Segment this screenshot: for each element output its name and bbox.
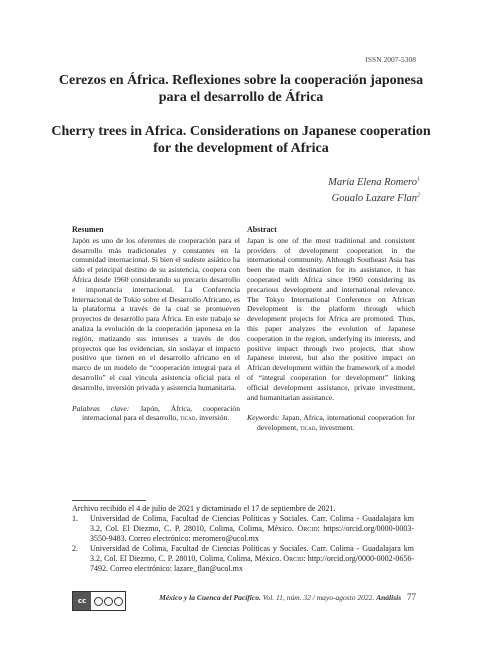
keywords — [247, 413, 415, 433]
footnote-2-orcid-label: Orcid — [283, 554, 304, 563]
nc-icon — [104, 597, 113, 606]
footnote-1-text[interactable] — [90, 514, 414, 544]
cc-logo-icon: cc — [73, 592, 91, 610]
author-1 — [328, 175, 420, 191]
palabras-clave-list: Japón, África, cooperación internacional para el desarrollo, — [82, 403, 241, 423]
keywords-ticad: ticad — [300, 423, 316, 433]
footer-journal: México y la Cuenca del Pacífico. — [159, 593, 261, 602]
resumen-column — [72, 225, 240, 423]
footnote-2-text[interactable] — [90, 544, 414, 574]
author-2 — [328, 191, 420, 207]
page-number: 77 — [407, 592, 416, 602]
footnote-1-affiliation: Universidad de Colima, Facultad de Ciencias Políticas y Sociales. Carr. Colima - Guadalajara km 3.2, Col. El Diezmo, C. P. 28010, Colima, Colima, México. — [90, 514, 414, 533]
author-2-footnote-mark[interactable]: 2 — [417, 192, 420, 199]
footnotes — [72, 504, 414, 574]
footnote-1-orcid-label: Orcid — [297, 524, 318, 533]
keywords-end: , investment. — [315, 423, 355, 433]
footnote-divider — [72, 500, 146, 501]
author-list — [328, 175, 420, 207]
title-english: Cherry trees in Africa. Considerations on Japanese cooperation for the development of Africa — [51, 124, 431, 156]
keywords-label: Keywords: — [247, 413, 280, 423]
by-icon — [94, 597, 103, 606]
abstract-column — [247, 225, 415, 433]
palabras-clave — [72, 404, 240, 424]
palabras-clave-end: , inversión. — [195, 413, 230, 423]
resumen-heading: Resumen — [72, 225, 104, 234]
palabras-clave-label: Palabras clave: — [72, 403, 130, 413]
sa-icon — [114, 597, 123, 606]
title-spanish: Cerezos en África. Reflexiones sobre la cooperación japonesa para el desarrollo de África — [58, 73, 424, 105]
cc-license-icons — [91, 592, 125, 610]
footnote-1-contact[interactable]: : https://orcid.org/0000-0003-3550-9483. Correo electrónico: meromero@ucol.mx — [90, 524, 415, 543]
author-1-footnote-mark[interactable]: 1 — [417, 176, 420, 183]
keywords-list: Japan, Africa, international cooperation for development, — [257, 413, 415, 433]
footnote-2 — [72, 544, 414, 574]
footnote-2-number: 2. — [72, 544, 78, 553]
received-note: Archivo recibido el 4 de julio de 2021 y dictaminado el 17 de septiembre de 2021. — [72, 504, 336, 513]
author-1-name: María Elena Romero — [328, 177, 417, 188]
footnote-1 — [72, 514, 414, 544]
page-footer — [159, 592, 416, 602]
footnote-1-number: 1. — [72, 514, 78, 523]
resumen-text: Japón es uno de los oferentes de cooperación para el desarrollo más tradicionales y constantes en la comunidad internacional. Si bien el sudeste asiático ha sido el principal destino de su asistencia, coopera con África desde 1960 considerando su precario desarrollo e importancia internacional. La Conferencia Internacional de Tokio sobre el Desarrollo Africano, es la plataforma a través de la cual se promueven proyectos de desarrollo para África. En este trabajo se analiza la evolución de la cooperación japonesa en la región, matizando sus intereses a través de dos proyectos que los evidencian, sin soslayar el impacto positivo que tienen en el desarrollo africano en el marco de un modelo de “cooperación integral para el desarrollo” el cual vincula asistencia oficial para el desarrollo, inversión privada y asistencia humanitaria. — [72, 235, 240, 392]
footnote-2-contact[interactable]: : http://orcid.org/0000-0002-0656-7492. Correo electrónico: lazare_flan@ucol.mx — [90, 554, 415, 573]
palabras-clave-ticad: ticad — [180, 413, 196, 423]
issn-header: ISSN 2007-5308 — [365, 55, 416, 64]
footnote-2-affiliation: Universidad de Colima, Facultad de Ciencias Políticas y Sociales. Carr. Colima - Guadalajara km 3.2, Col. El Diezmo, C. P. 28010, Colima, Colima, México. — [90, 544, 414, 563]
abstract-text: Japan is one of the most traditional and consistent providers of development cooperation in the international community. Although Southeast Asia has been the main destination for its assistance, it has cooperated with Africa since 1960 considering its precarious development and international relevance. The Tokyo International Conference on African Development is the platform through which development projects for Africa are promoted. Thus, this paper analyzes the evolution of Japanese cooperation in the region, underlying its interests, and positive impact through two projects, that show Japanese interest, but also the positive impact on African development within the framework of a model of “integral cooperation for development” linking official development assistance, private investment, and humanitarian assistance. — [247, 235, 415, 402]
footer-section: Análisis — [376, 593, 402, 602]
abstract-heading: Abstract — [247, 225, 277, 234]
footer-volume: Vol. 11, núm. 32 / mayo-agosto 2022. — [262, 593, 375, 602]
creative-commons-badge[interactable] — [72, 591, 126, 611]
author-2-name: Goualo Lazare Flan — [331, 193, 417, 204]
